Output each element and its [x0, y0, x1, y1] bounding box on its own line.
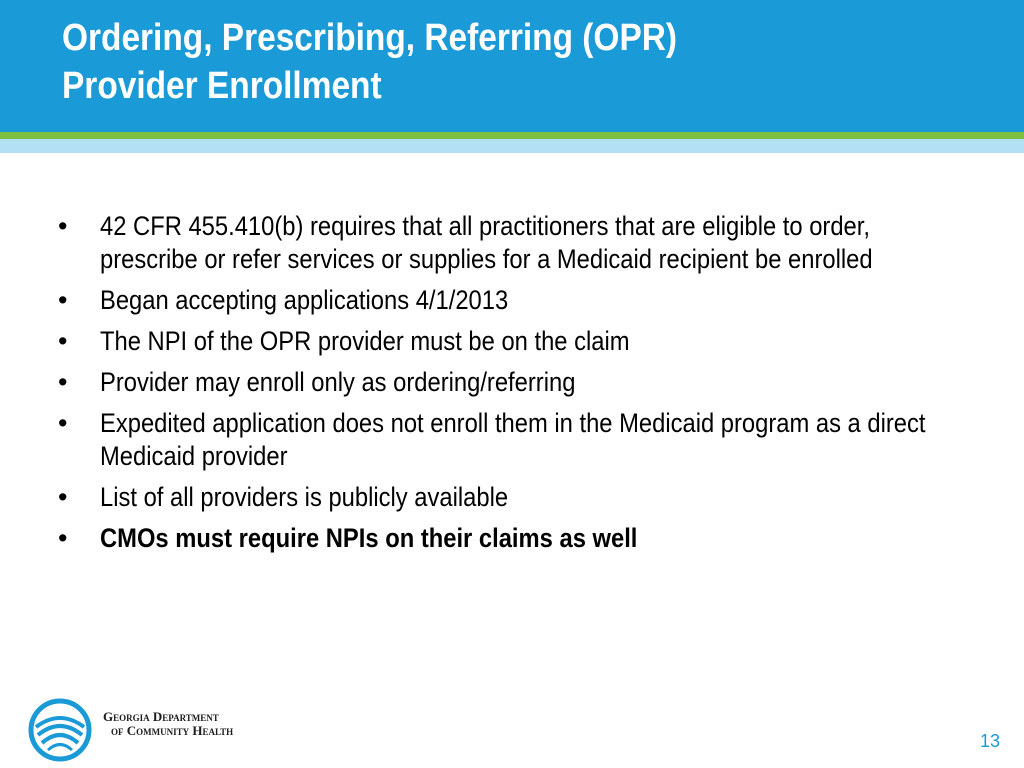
bullet-item: [58, 284, 958, 317]
bullet-text: Expedited application does not enroll them in the Medicaid program as a direct Medicaid provider: [100, 408, 926, 471]
bullet-item: [58, 407, 958, 473]
organization-name: [103, 710, 233, 738]
bullet-text: 42 CFR 455.410(b) requires that all practitioners that are eligible to order, prescribe or refer services or supplies for a Medicaid recipient be enrolled: [100, 211, 873, 274]
bullet-item: [58, 366, 958, 399]
bullet-item-emphasis: [58, 522, 958, 555]
slide-title-line-2: Provider Enrollment: [62, 65, 382, 107]
bullet-item: [58, 210, 958, 276]
bullet-dot: •: [58, 285, 68, 315]
bullet-dot: •: [58, 408, 68, 438]
page-number: 13: [979, 731, 1000, 751]
bullet-text: Began accepting applications 4/1/2013: [100, 285, 509, 315]
bullet-text: Provider may enroll only as ordering/referring: [100, 367, 576, 397]
bullet-dot: •: [58, 523, 68, 553]
bullet-dot: •: [58, 482, 68, 512]
slide-title-line-1: Ordering, Prescribing, Referring (OPR): [62, 17, 678, 59]
slide-title: [62, 14, 854, 110]
slide-header: [0, 0, 1024, 132]
bullet-text: The NPI of the OPR provider must be on the claim: [100, 326, 630, 356]
bullet-list: [58, 210, 958, 563]
organization-name-line-1: Georgia Department: [103, 709, 219, 724]
header-light-stripe: [0, 139, 1024, 153]
header-green-stripe: [0, 132, 1024, 139]
bullet-dot: •: [58, 211, 68, 241]
organization-name-line-2: of Community Health: [111, 723, 234, 738]
bullet-item: [58, 481, 958, 514]
bullet-text: List of all providers is publicly available: [100, 482, 509, 512]
bullet-item: [58, 325, 958, 358]
georgia-dch-logo-icon: [26, 697, 94, 763]
bullet-dot: •: [58, 326, 68, 356]
bullet-dot: •: [58, 367, 68, 397]
bullet-text: CMOs must require NPIs on their claims as well: [100, 523, 638, 553]
